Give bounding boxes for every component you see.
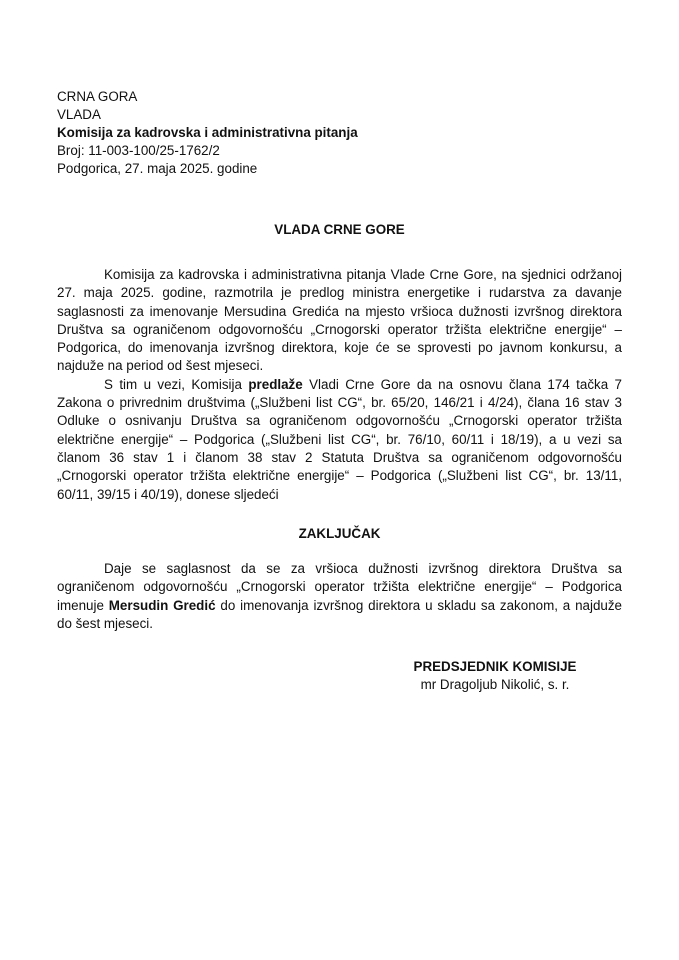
document-number: Broj: 11-003-100/25-1762/2 [57,143,220,158]
commission-name: Komisija za kadrovska i administrativna pitanja [57,125,358,140]
signature-block [400,658,590,694]
conclusion-section [57,560,622,633]
intro-paragraph-1: Komisija za kadrovska i administrativna pitanja Vlade Crne Gore, na sjednici održanoj 27. maja 2025. godine, razmotrila je predlog ministra energetike i rudarstva za davanje saglasnosti za imenovanje Mersudina Gredića na mjesto vršioca dužnosti izvršnog direktora Društva sa ograničenom odgovornošću „Crnogorski operator tržišta električne energije“ – Podgorica, do imenovanja izvršnog direktora, koje će se sprovesti po javnom konkursu, a najduže na period od šest mjeseci. [57,267,622,374]
signatory-title: PREDSJEDNIK KOMISIJE [413,659,577,674]
conclusion-heading: ZAKLJUČAK [298,526,381,541]
place-and-date: Podgorica, 27. maja 2025. godine [57,161,258,176]
intro-paragraph-2-end: Vladi Crne Gore da na osnovu člana 174 tačka 7 Zakona o privrednim društvima („Službeni list CG“, br. 65/20, 146/21 i 4/24), člana 16 stav 3 Odluke o osnivanju Društva sa ograničenom odgovornošću „Crnogorski operator tržišta električne energije“ – Podgorica („Službeni list CG“, br. 76/10, 60/11 i 18/19), a u vezi sa članom 36 stav 1 i članom 38 stav 2 Statuta Društva sa ograničenom odgovornošću „Crnogorski operator tržišta električne energije“ – Podgorica („Službeni list CG“, br. 13/11, 60/11, 39/15 i 40/19), donese sljedeći [57,376,622,502]
proposal-keyword: predlaže [248,376,303,392]
intro-paragraph-2 [57,376,622,504]
intro-section [57,266,622,504]
document-header [57,88,358,178]
government-name: VLADA [57,107,101,122]
addressee-title: VLADA CRNE GORE [274,222,405,237]
intro-paragraph-2-start: S tim u vezi, Komisija [104,376,249,392]
conclusion-text-end: do imenovanja izvršnog direktora u skladu sa zakonom, a najduže do šest mjeseci. [57,597,623,631]
country-name: CRNA GORA [57,89,138,104]
conclusion-text-start: Daje se saglasnost da se za vršioca dužnosti izvršnog direktora Društva sa ograničenom odgovornošću „Crnogorski operator tržišta električne energije“ – Podgorica imenuje [57,561,622,613]
conclusion-paragraph [57,560,622,633]
appointee-name: Mersudin Gredić [108,597,216,613]
signatory-name: mr Dragoljub Nikolić, s. r. [420,677,570,692]
